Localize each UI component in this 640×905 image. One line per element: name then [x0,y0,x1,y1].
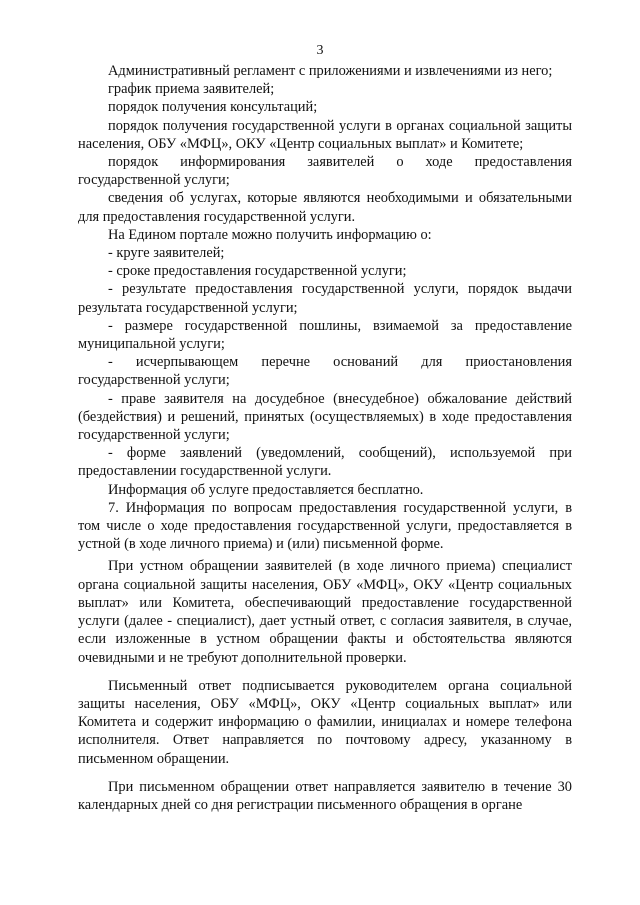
document-body [78,62,572,814]
list-item: - круге заявителей; [108,245,225,262]
paragraph: Письменный ответ подписывается руководителем органа социальной защиты населения, ОБУ «МФЦ», ОКУ «Центр социальных выплат» или Комитета и содержит информацию о фамилии, инициалах и номере телефона исполнителя. Ответ направляется по почтовому адресу, указанному в письменном обращении. [78,677,572,767]
list-item: - праве заявителя на досудебное (внесудебное) обжалование действий (бездействия) и решений, принятых (осуществляемых) в ходе предоставления государственной услуги; [78,390,572,444]
list-item: сведения об услугах, которые являются необходимыми и обязательными для предоставления государственной услуги. [78,190,572,225]
page-number: 3 [316,43,324,58]
list-item: - сроке предоставления государственной услуги; [108,263,407,280]
list-item: порядок получения государственной услуги в органах социальной защиты населения, ОБУ «МФЦ», ОКУ «Центр социальных выплат» и Комитете; [78,117,572,152]
paragraph: Административный регламент с приложениями и извлечениями из него; [108,63,553,79]
paragraph: При письменном обращении ответ направляется заявителю в течение 30 календарных дней со дня регистрации письменного обращения в органе [78,778,572,813]
list-item: - форме заявлений (уведомлений, сообщений), используемой при предоставлении государственной услуги. [78,445,572,480]
list-item: порядок информирования заявителей о ходе предоставления государственной услуги; [78,154,572,189]
list-item: график приема заявителей; [108,81,275,98]
paragraph: 7. Информация по вопросам предоставления государственной услуги, в том числе о ходе предоставления государственной услуги, предоставляется в устной (в ходе личного приема) и (или) письменной форме. [78,499,572,553]
paragraph: При устном обращении заявителей (в ходе личного приема) специалист органа социальной защиты населения, ОБУ «МФЦ», ОКУ «Центр социальных выплат» или Комитета, обеспечивающий предоставление государственной услуги (далее - специалист), дает устный ответ, с согласия заявителя, в случае, если изложенные в устном обращении факты и обстоятельства являются очевидными и не требуют дополнительной проверки. [78,558,572,666]
list-item: - размере государственной пошлины, взимаемой за предоставление муниципальной услуги; [78,317,572,353]
list-item: - результате предоставления государственной услуги, порядок выдачи результата государственной услуги; [78,281,572,316]
list-item: - исчерпывающем перечне оснований для приостановления государственной услуги; [78,354,572,389]
paragraph: Информация об услуге предоставляется бесплатно. [108,481,424,498]
paragraph: На Едином портале можно получить информацию о: [108,226,432,243]
list-item: порядок получения консультаций; [108,99,318,116]
